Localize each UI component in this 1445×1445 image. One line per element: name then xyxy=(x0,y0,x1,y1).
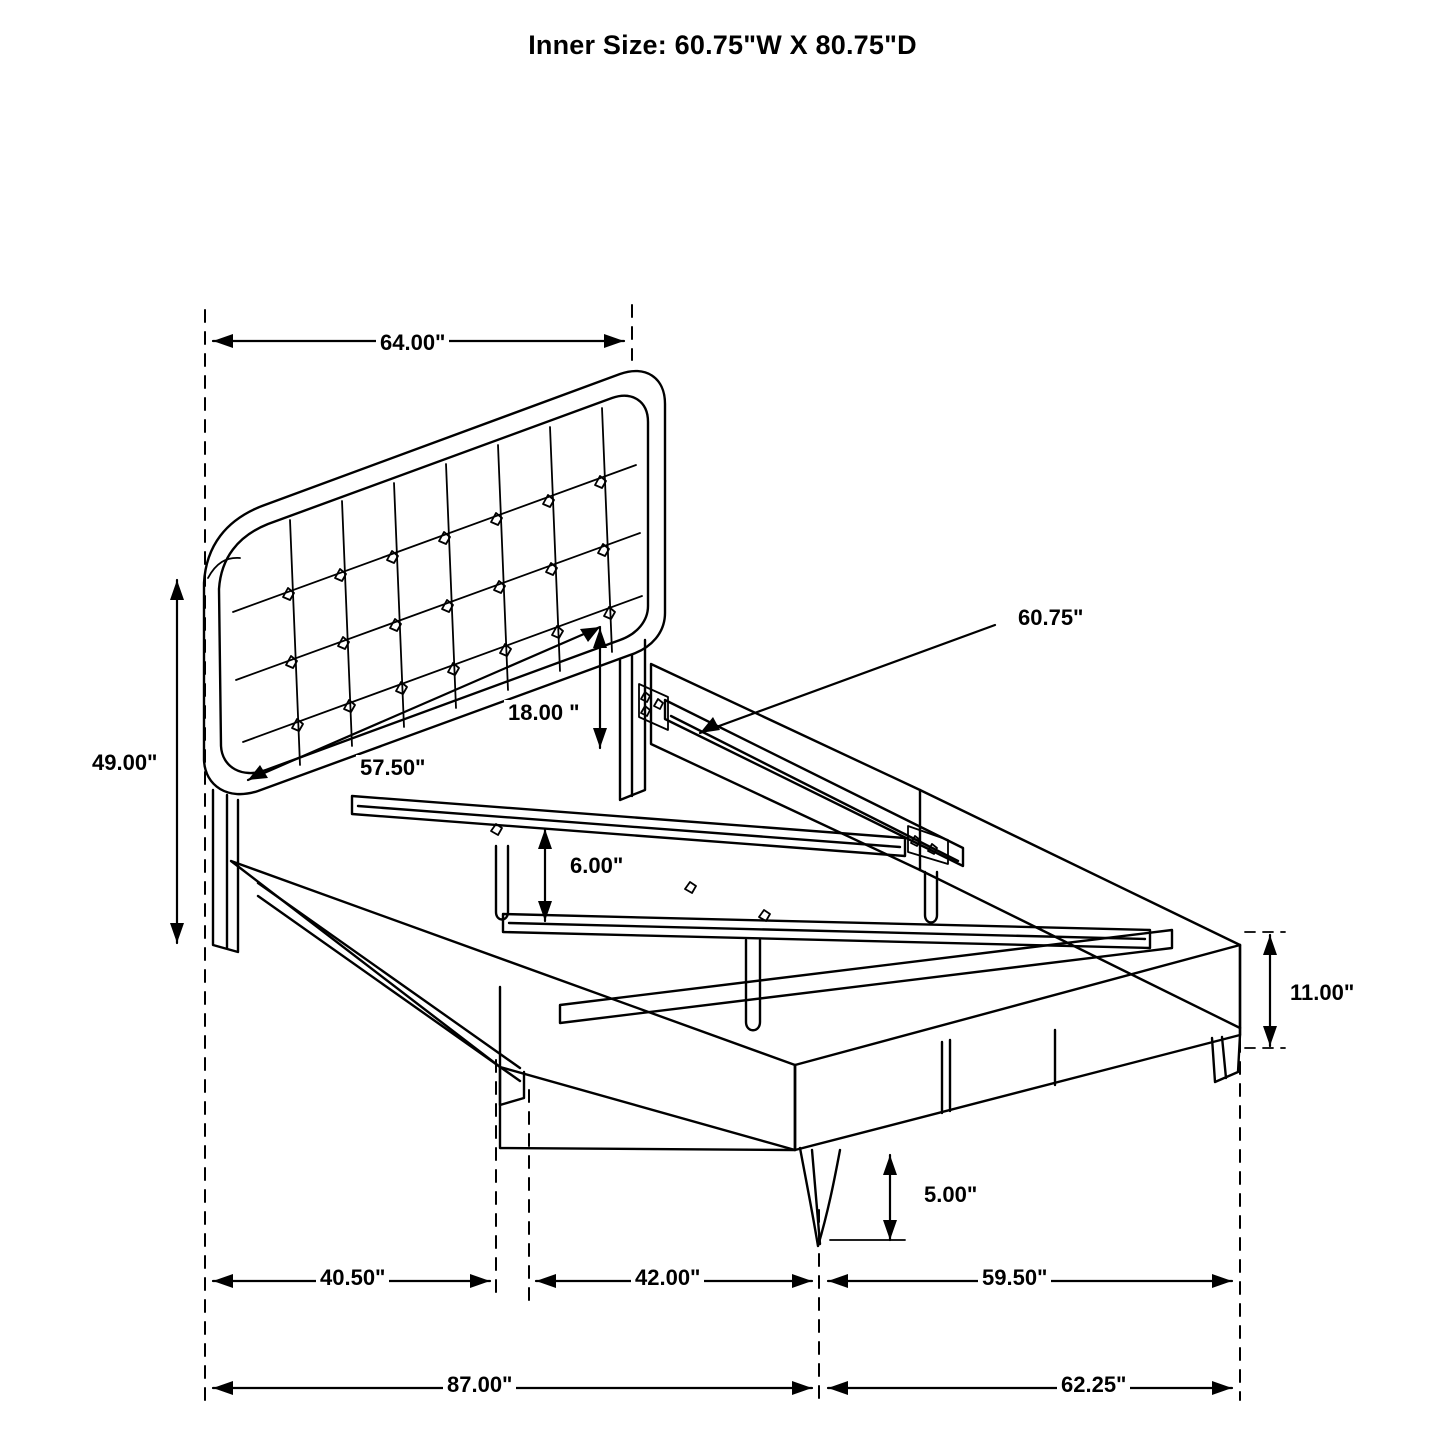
dimension-label-inner-width-callout: 60.75" xyxy=(1014,605,1087,631)
dimension-label-leg-height: 5.00" xyxy=(920,1182,981,1208)
dimension-label-headboard-height: 49.00" xyxy=(88,750,161,776)
dimension-label-depth-segment-b: 42.00" xyxy=(631,1265,704,1291)
dimension-label-overall-depth: 87.00" xyxy=(443,1372,516,1398)
dimension-label-rail-height: 11.00" xyxy=(1286,980,1358,1006)
dimension-label-depth-segment-c: 59.50" xyxy=(978,1265,1051,1291)
dimension-label-headboard-clearance: 18.00 " xyxy=(504,700,584,726)
dimension-label-depth-segment-a: 40.50" xyxy=(316,1265,389,1291)
dimension-label-overall-width-bottom: 62.25" xyxy=(1057,1372,1130,1398)
dimension-label-headboard-panel-width: 57.50" xyxy=(356,755,429,781)
dimension-label-slat-height: 6.00" xyxy=(566,853,627,879)
dimension-label-overall-width-top: 64.00" xyxy=(376,330,449,356)
page-title: Inner Size: 60.75"W X 80.75"D xyxy=(528,30,917,60)
